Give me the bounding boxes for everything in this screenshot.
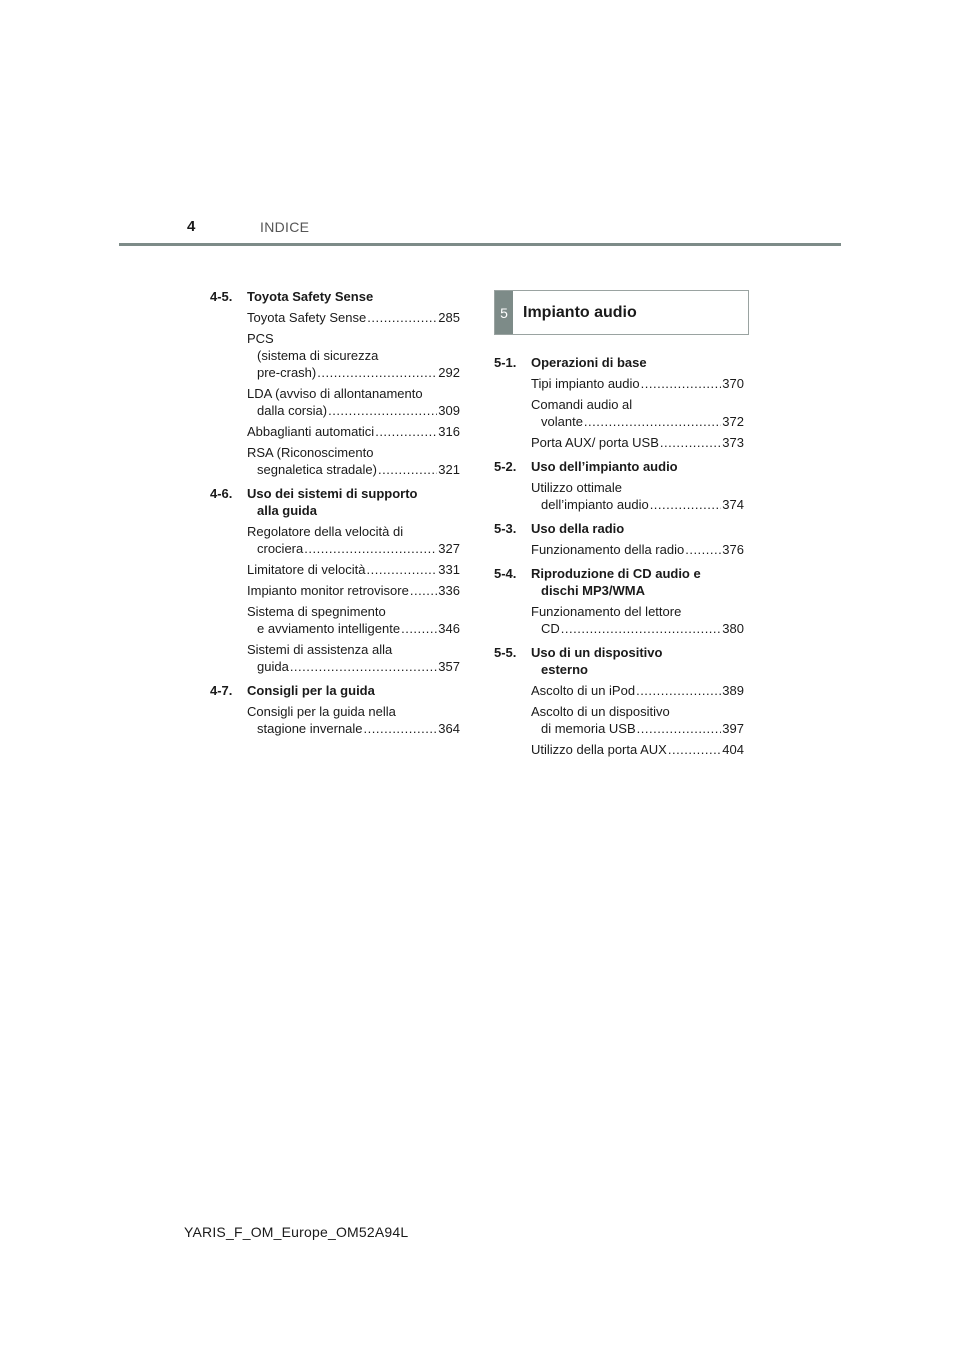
entry-leader-line <box>247 561 460 578</box>
section-title-line: Uso dei sistemi di supporto <box>247 486 418 501</box>
dot-leader <box>378 461 437 478</box>
entry-page-number: 380 <box>722 621 744 636</box>
chapter-number-tab: 5 <box>495 291 513 334</box>
entry-text-line: LDA (avviso di allontanamento <box>247 386 423 401</box>
entry-title: guida <box>257 659 289 674</box>
entry-page-number: 389 <box>722 683 744 698</box>
dot-leader <box>637 720 722 737</box>
section-title-line: Uso della radio <box>531 521 625 536</box>
toc-entry[interactable] <box>247 309 460 326</box>
entry-text-line: RSA (Riconoscimento <box>247 445 374 460</box>
dot-leader <box>685 541 721 558</box>
entry-title: dell’impianto audio <box>541 497 649 512</box>
entry-leader-line <box>247 402 460 419</box>
toc-entry[interactable] <box>531 741 744 758</box>
chapter-title: Impianto audio <box>523 303 637 321</box>
entry-page-number: 292 <box>438 365 460 380</box>
section-number: 5-4. <box>494 566 517 581</box>
dot-leader <box>561 620 722 637</box>
section-title-line: Uso dell’impianto audio <box>531 459 678 474</box>
entry-page-number: 397 <box>722 721 744 736</box>
entry-title: segnaletica stradale) <box>257 462 377 477</box>
dot-leader <box>668 741 721 758</box>
toc-section <box>494 458 744 475</box>
entry-page-number: 336 <box>438 583 460 598</box>
entry-leader-line <box>247 309 460 326</box>
toc-entry[interactable] <box>531 541 744 558</box>
toc-entry[interactable] <box>247 703 460 737</box>
entry-page-number: 316 <box>438 424 460 439</box>
dot-leader <box>641 375 722 392</box>
entry-leader-line <box>247 720 460 737</box>
page-number: 4 <box>187 218 196 235</box>
toc-entry[interactable] <box>247 444 460 478</box>
section-title <box>531 644 744 678</box>
dot-leader <box>636 682 721 699</box>
entry-text-line: Regolatore della velocità di <box>247 524 404 539</box>
section-title <box>531 565 744 599</box>
entry-title: volante <box>541 414 583 429</box>
entry-title: Utilizzo della porta AUX <box>531 742 667 757</box>
entry-leader-line <box>247 540 460 557</box>
toc-entry[interactable] <box>531 375 744 392</box>
toc-entry[interactable] <box>531 479 744 513</box>
dot-leader <box>367 561 438 578</box>
section-number: 5-3. <box>494 521 517 536</box>
entry-title: di memoria USB <box>541 721 636 736</box>
section-title-line: Riproduzione di CD audio e <box>531 566 701 581</box>
entry-page-number: 373 <box>722 435 744 450</box>
toc-right-column <box>494 354 744 762</box>
toc-entry[interactable] <box>247 330 460 381</box>
entry-title: pre-crash) <box>257 365 317 380</box>
entry-text-line: Utilizzo ottimale <box>531 480 623 495</box>
entry-leader-line <box>531 541 744 558</box>
entry-title: Toyota Safety Sense <box>247 310 367 325</box>
section-title <box>531 458 744 475</box>
dot-leader <box>410 582 437 599</box>
section-number: 4-5. <box>210 289 233 304</box>
section-number: 4-7. <box>210 683 233 698</box>
dot-leader <box>317 364 437 381</box>
section-title <box>531 520 744 537</box>
entry-title: Limitatore di velocità <box>247 562 366 577</box>
entry-page-number: 357 <box>438 659 460 674</box>
toc-entry[interactable] <box>531 434 744 451</box>
toc-entry[interactable] <box>531 703 744 737</box>
toc-entry[interactable] <box>531 396 744 430</box>
dot-leader <box>304 540 437 557</box>
section-title-line: Uso di un dispositivo <box>531 645 663 660</box>
entry-leader-line <box>247 461 460 478</box>
toc-section <box>210 485 460 519</box>
entry-page-number: 321 <box>438 462 460 477</box>
entry-page-number: 404 <box>722 742 744 757</box>
section-title <box>531 354 744 371</box>
dot-leader <box>660 434 721 451</box>
entry-leader-line <box>531 720 744 737</box>
entry-title: Porta AUX/ porta USB <box>531 435 659 450</box>
entry-leader-line <box>531 375 744 392</box>
toc-section <box>210 682 460 699</box>
header-rule <box>119 243 841 246</box>
entry-page-number: 331 <box>438 562 460 577</box>
section-number: 5-1. <box>494 355 517 370</box>
dot-leader <box>650 496 722 513</box>
toc-section <box>210 288 460 305</box>
entry-text-line: Funzionamento del lettore <box>531 604 682 619</box>
entry-leader-line <box>247 423 460 440</box>
entry-page-number: 374 <box>722 497 744 512</box>
entry-leader-line <box>247 582 460 599</box>
entry-leader-line <box>531 496 744 513</box>
entry-page-number: 372 <box>722 414 744 429</box>
entry-leader-line <box>531 620 744 637</box>
entry-page-number: 370 <box>722 376 744 391</box>
toc-entry[interactable] <box>531 603 744 637</box>
document-code: YARIS_F_OM_Europe_OM52A94L <box>184 1224 409 1240</box>
entry-title: stagione invernale <box>257 721 363 736</box>
toc-entry[interactable] <box>247 423 460 440</box>
entry-title: dalla corsia) <box>257 403 328 418</box>
entry-text-line: PCS <box>247 331 274 346</box>
toc-entry[interactable] <box>247 603 460 637</box>
entry-leader-line <box>531 741 744 758</box>
entry-title: Abbaglianti automatici <box>247 424 375 439</box>
dot-leader <box>328 402 437 419</box>
entry-title: Funzionamento della radio <box>531 542 685 557</box>
dot-leader <box>584 413 721 430</box>
entry-page-number: 364 <box>438 721 460 736</box>
toc-entry[interactable] <box>531 682 744 699</box>
entry-page-number: 346 <box>438 621 460 636</box>
dot-leader <box>290 658 437 675</box>
toc-entry[interactable] <box>247 641 460 675</box>
entry-text-line: Sistema di spegnimento <box>247 604 386 619</box>
toc-section <box>494 565 744 599</box>
entry-leader-line <box>247 620 460 637</box>
toc-entry[interactable] <box>247 582 460 599</box>
section-title <box>247 288 460 305</box>
section-title-line: dischi MP3/WMA <box>541 583 646 598</box>
page-title: INDICE <box>260 219 310 235</box>
entry-title: Ascolto di un iPod <box>531 683 636 698</box>
entry-page-number: 327 <box>438 541 460 556</box>
entry-leader-line <box>531 413 744 430</box>
entry-title: crociera <box>257 541 304 556</box>
entry-leader-line <box>531 682 744 699</box>
entry-text-line: Ascolto di un dispositivo <box>531 704 670 719</box>
entry-title: Impianto monitor retrovisore <box>247 583 409 598</box>
toc-section <box>494 644 744 678</box>
section-number: 5-2. <box>494 459 517 474</box>
section-title-line: Consigli per la guida <box>247 683 375 698</box>
entry-leader-line <box>531 434 744 451</box>
entry-title: e avviamento intelligente <box>257 621 401 636</box>
section-title-line: alla guida <box>257 503 317 518</box>
chapter-banner <box>494 290 749 335</box>
dot-leader <box>375 423 437 440</box>
entry-text-line: Comandi audio al <box>531 397 633 412</box>
section-title-line: esterno <box>541 662 588 677</box>
entry-page-number: 376 <box>722 542 744 557</box>
entry-page-number: 309 <box>438 403 460 418</box>
entry-text-line: (sistema di sicurezza <box>257 348 379 363</box>
section-number: 4-6. <box>210 486 233 501</box>
entry-title: Tipi impianto audio <box>531 376 640 391</box>
toc-entry[interactable] <box>247 385 460 419</box>
section-number: 5-5. <box>494 645 517 660</box>
toc-section <box>494 354 744 371</box>
entry-leader-line <box>247 658 460 675</box>
section-title-line: Toyota Safety Sense <box>247 289 374 304</box>
entry-text-line: Sistemi di assistenza alla <box>247 642 393 657</box>
dot-leader <box>364 720 438 737</box>
toc-entry[interactable] <box>247 523 460 557</box>
dot-leader <box>367 309 437 326</box>
entry-leader-line <box>247 364 460 381</box>
toc-left-column <box>210 288 460 741</box>
entry-title: CD <box>541 621 560 636</box>
toc-entry[interactable] <box>247 561 460 578</box>
section-title-line: Operazioni di base <box>531 355 647 370</box>
section-title <box>247 682 460 699</box>
dot-leader <box>401 620 437 637</box>
entry-page-number: 285 <box>438 310 460 325</box>
entry-text-line: Consigli per la guida nella <box>247 704 396 719</box>
toc-section <box>494 520 744 537</box>
section-title <box>247 485 460 519</box>
